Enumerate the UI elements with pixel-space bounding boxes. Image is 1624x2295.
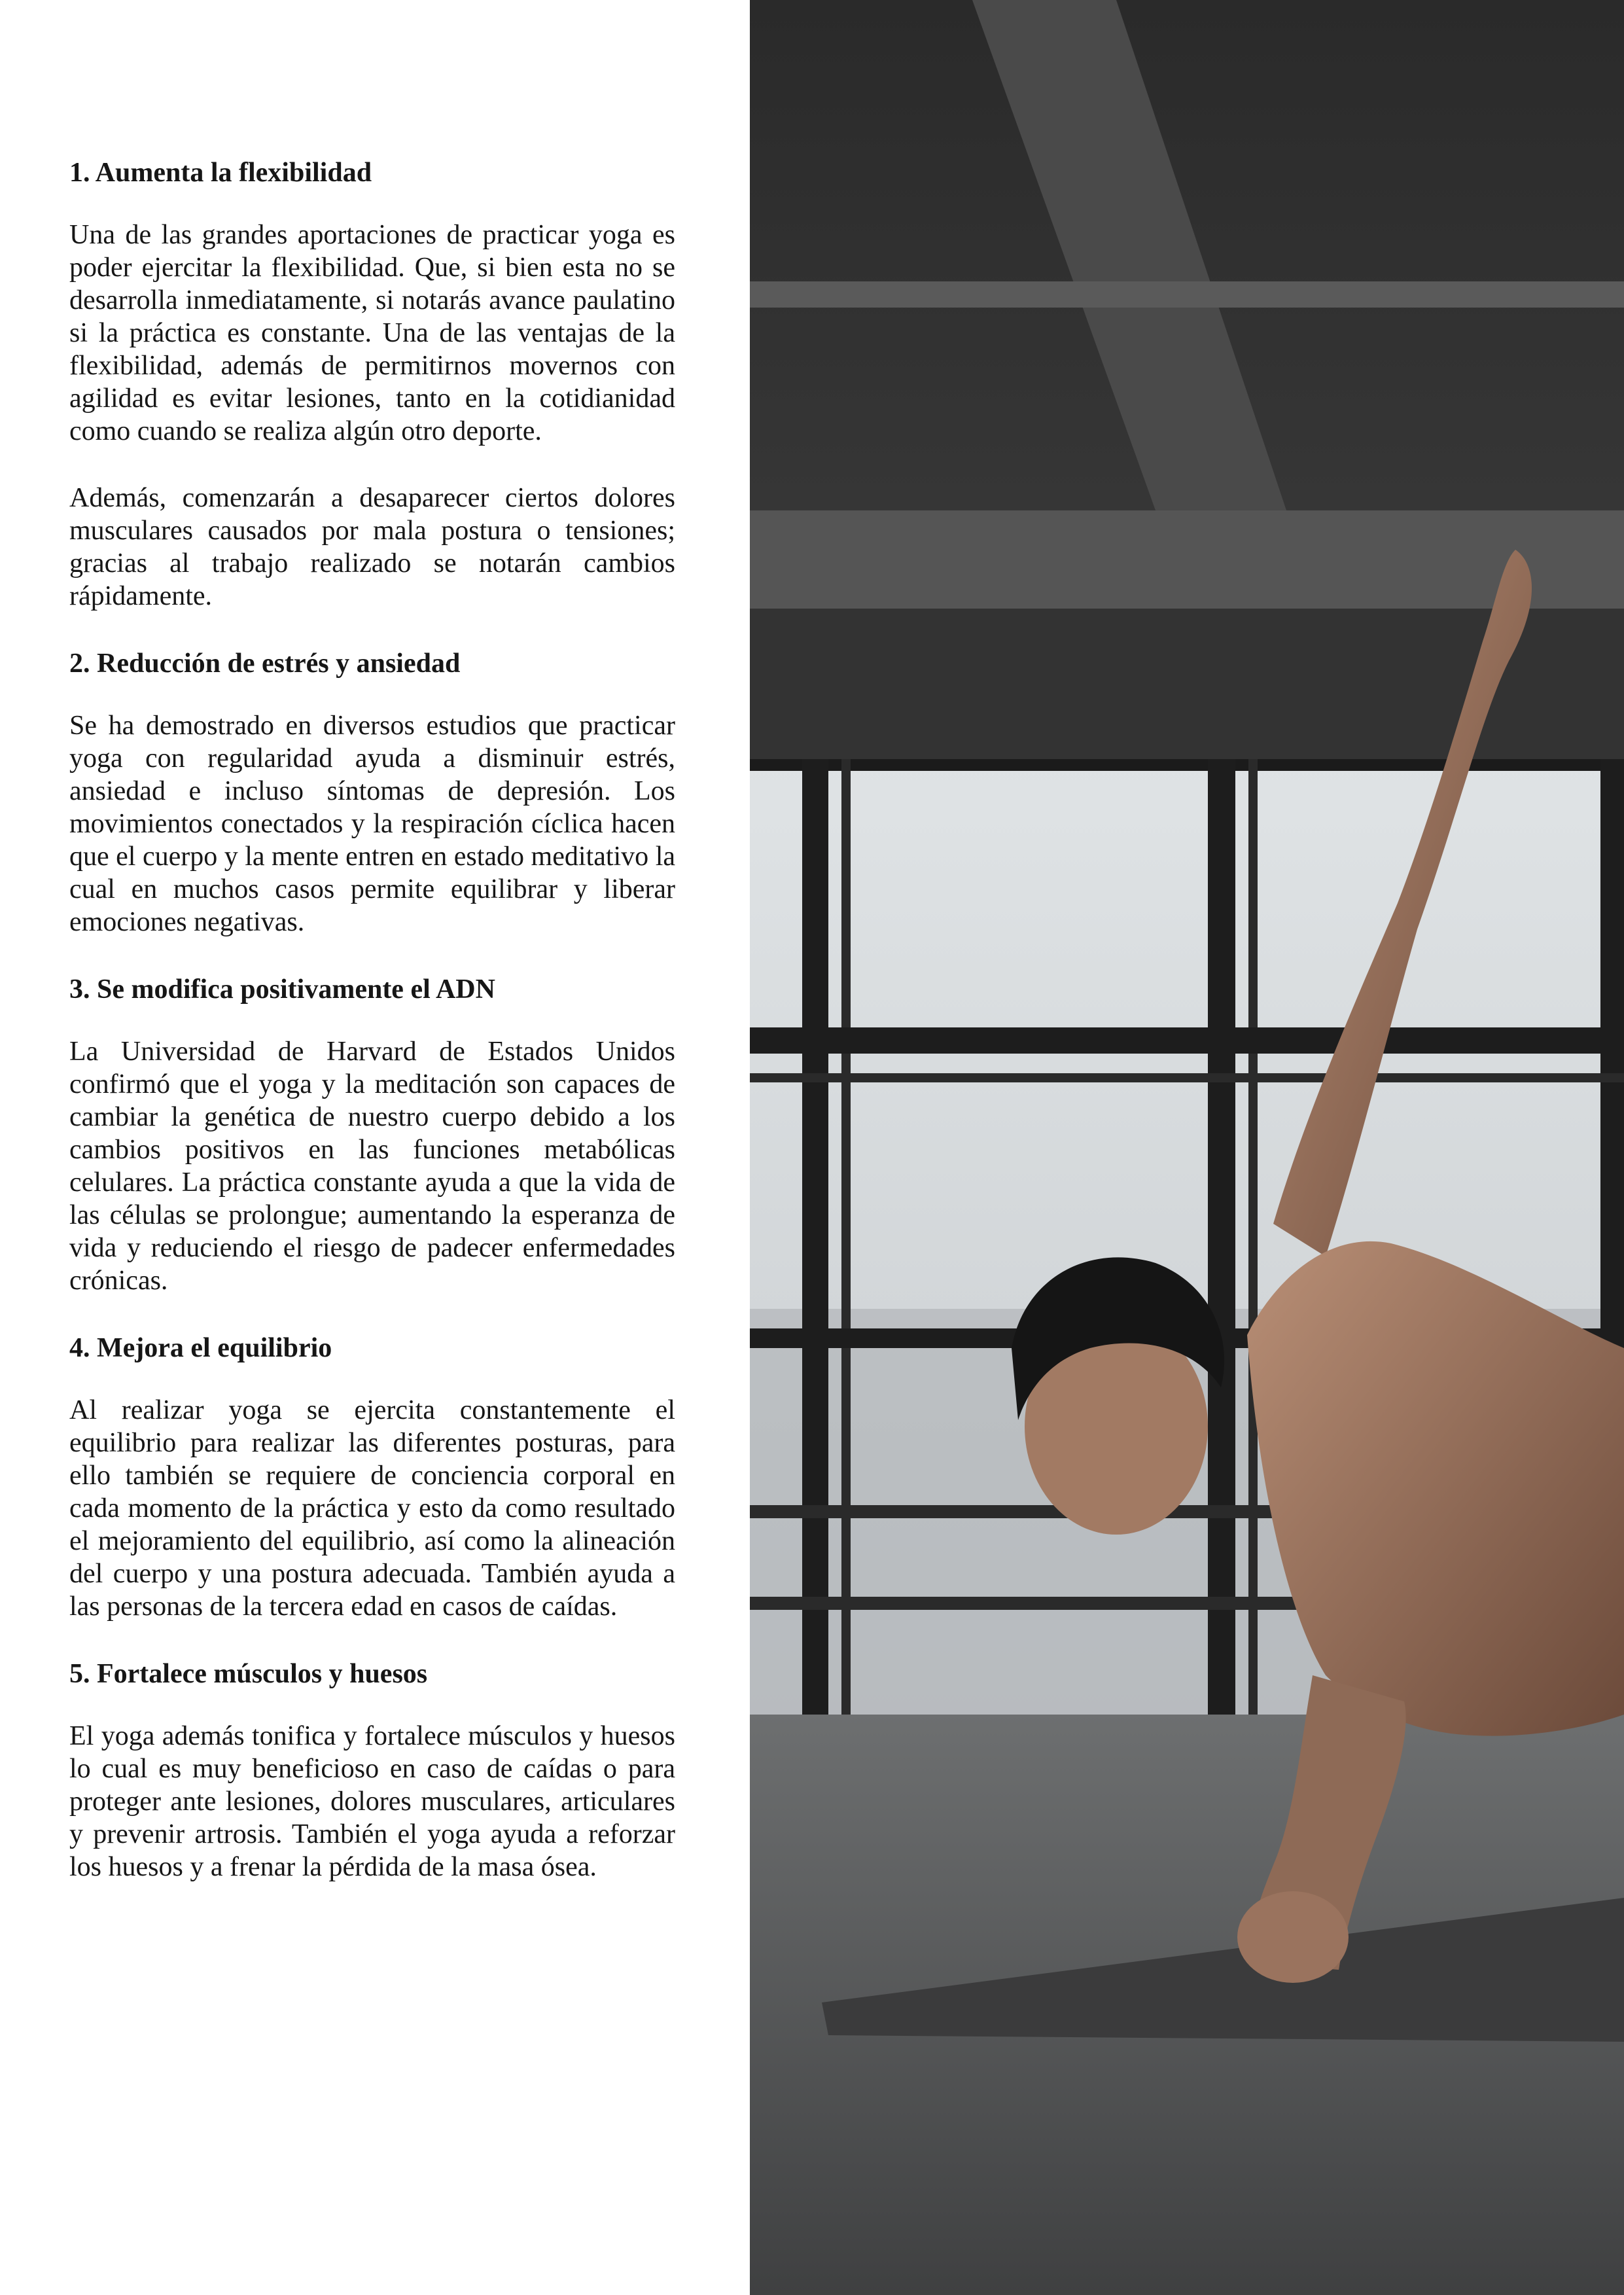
window-frame-top	[750, 759, 1624, 771]
ceiling-light-bar	[750, 281, 1624, 308]
window-transom	[750, 1027, 1624, 1054]
section-paragraph: Además, comenzarán a desaparecer ciertos dolores musculares causados por mala postura o tensiones; gracias al trabajo realizado se notarán cambios rápidamente.	[69, 483, 675, 611]
ceiling-ledge	[750, 510, 1624, 609]
section-title: 2. Reducción de estrés y ansiedad	[69, 649, 461, 679]
window-mullion	[1248, 759, 1258, 1715]
section-title: 1. Aumenta la flexibilidad	[69, 158, 372, 188]
photo-illustration	[750, 0, 1624, 2295]
section-paragraph: El yoga además tonifica y fortalece músculos y huesos lo cual es muy beneficioso en caso de caídas o para proteger ante lesiones, dolores musculares, articulares y prevenir artrosis. También el yoga ayuda a reforzar los huesos y a frenar la pérdida de la masa ósea.	[69, 1721, 675, 1882]
section-paragraph: La Universidad de Harvard de Estados Unidos confirmó que el yoga y la meditación son capaces de cambiar la genética de nuestro cuerpo debido a los cambios positivos en las funciones metabólicas celulares. La práctica constante ayuda a que la vida de las células se prolongue; aumentando la esperanza de vida y reduciendo el riesgo de padecer enfermedades crónicas.	[69, 1037, 675, 1296]
window-mullion	[1208, 759, 1235, 1715]
yoga-side-plank-photo	[750, 0, 1624, 2295]
section-title: 5. Fortalece músculos y huesos	[69, 1659, 428, 1689]
window-mullion	[841, 759, 851, 1715]
section-paragraph: Al realizar yoga se ejercita constantemente el equilibrio para realizar las diferentes posturas, para ello también se requiere de conciencia corporal en cada momento de la práctica y esto da como resultado el mejoramiento del equilibrio, así como la alineación del cuerpo y una postura adecuada. También ayuda a las personas de la tercera edad en casos de caídas.	[69, 1395, 675, 1622]
section-title: 4. Mejora el equilibrio	[69, 1333, 332, 1363]
article-text-column	[69, 156, 675, 1917]
fist	[1237, 1891, 1349, 1983]
window-transom	[750, 1073, 1624, 1082]
section-paragraph: Se ha demostrado en diversos estudios que practicar yoga con regularidad ayuda a disminuir estrés, ansiedad e incluso síntomas de depresión. Los movimientos conectados y la respiración cíclica hacen que el cuerpo y la mente entren en estado meditativo la cual en muchos casos permite equilibrar y liberar emociones negativas.	[69, 711, 675, 937]
window-mullion	[802, 759, 828, 1715]
section-paragraph: Una de las grandes aportaciones de practicar yoga es poder ejercitar la flexibilidad. Que, si bien esta no se desarrolla inmediatamente, si notarás avance paulatino si la práctica es constante. Una de las ventajas de la flexibilidad, además de permitirnos movernos con agilidad es evitar lesiones, tanto en la cotidianidad como cuando se realiza algún otro deporte.	[69, 220, 675, 446]
section-title: 3. Se modifica positivamente el ADN	[69, 974, 495, 1005]
